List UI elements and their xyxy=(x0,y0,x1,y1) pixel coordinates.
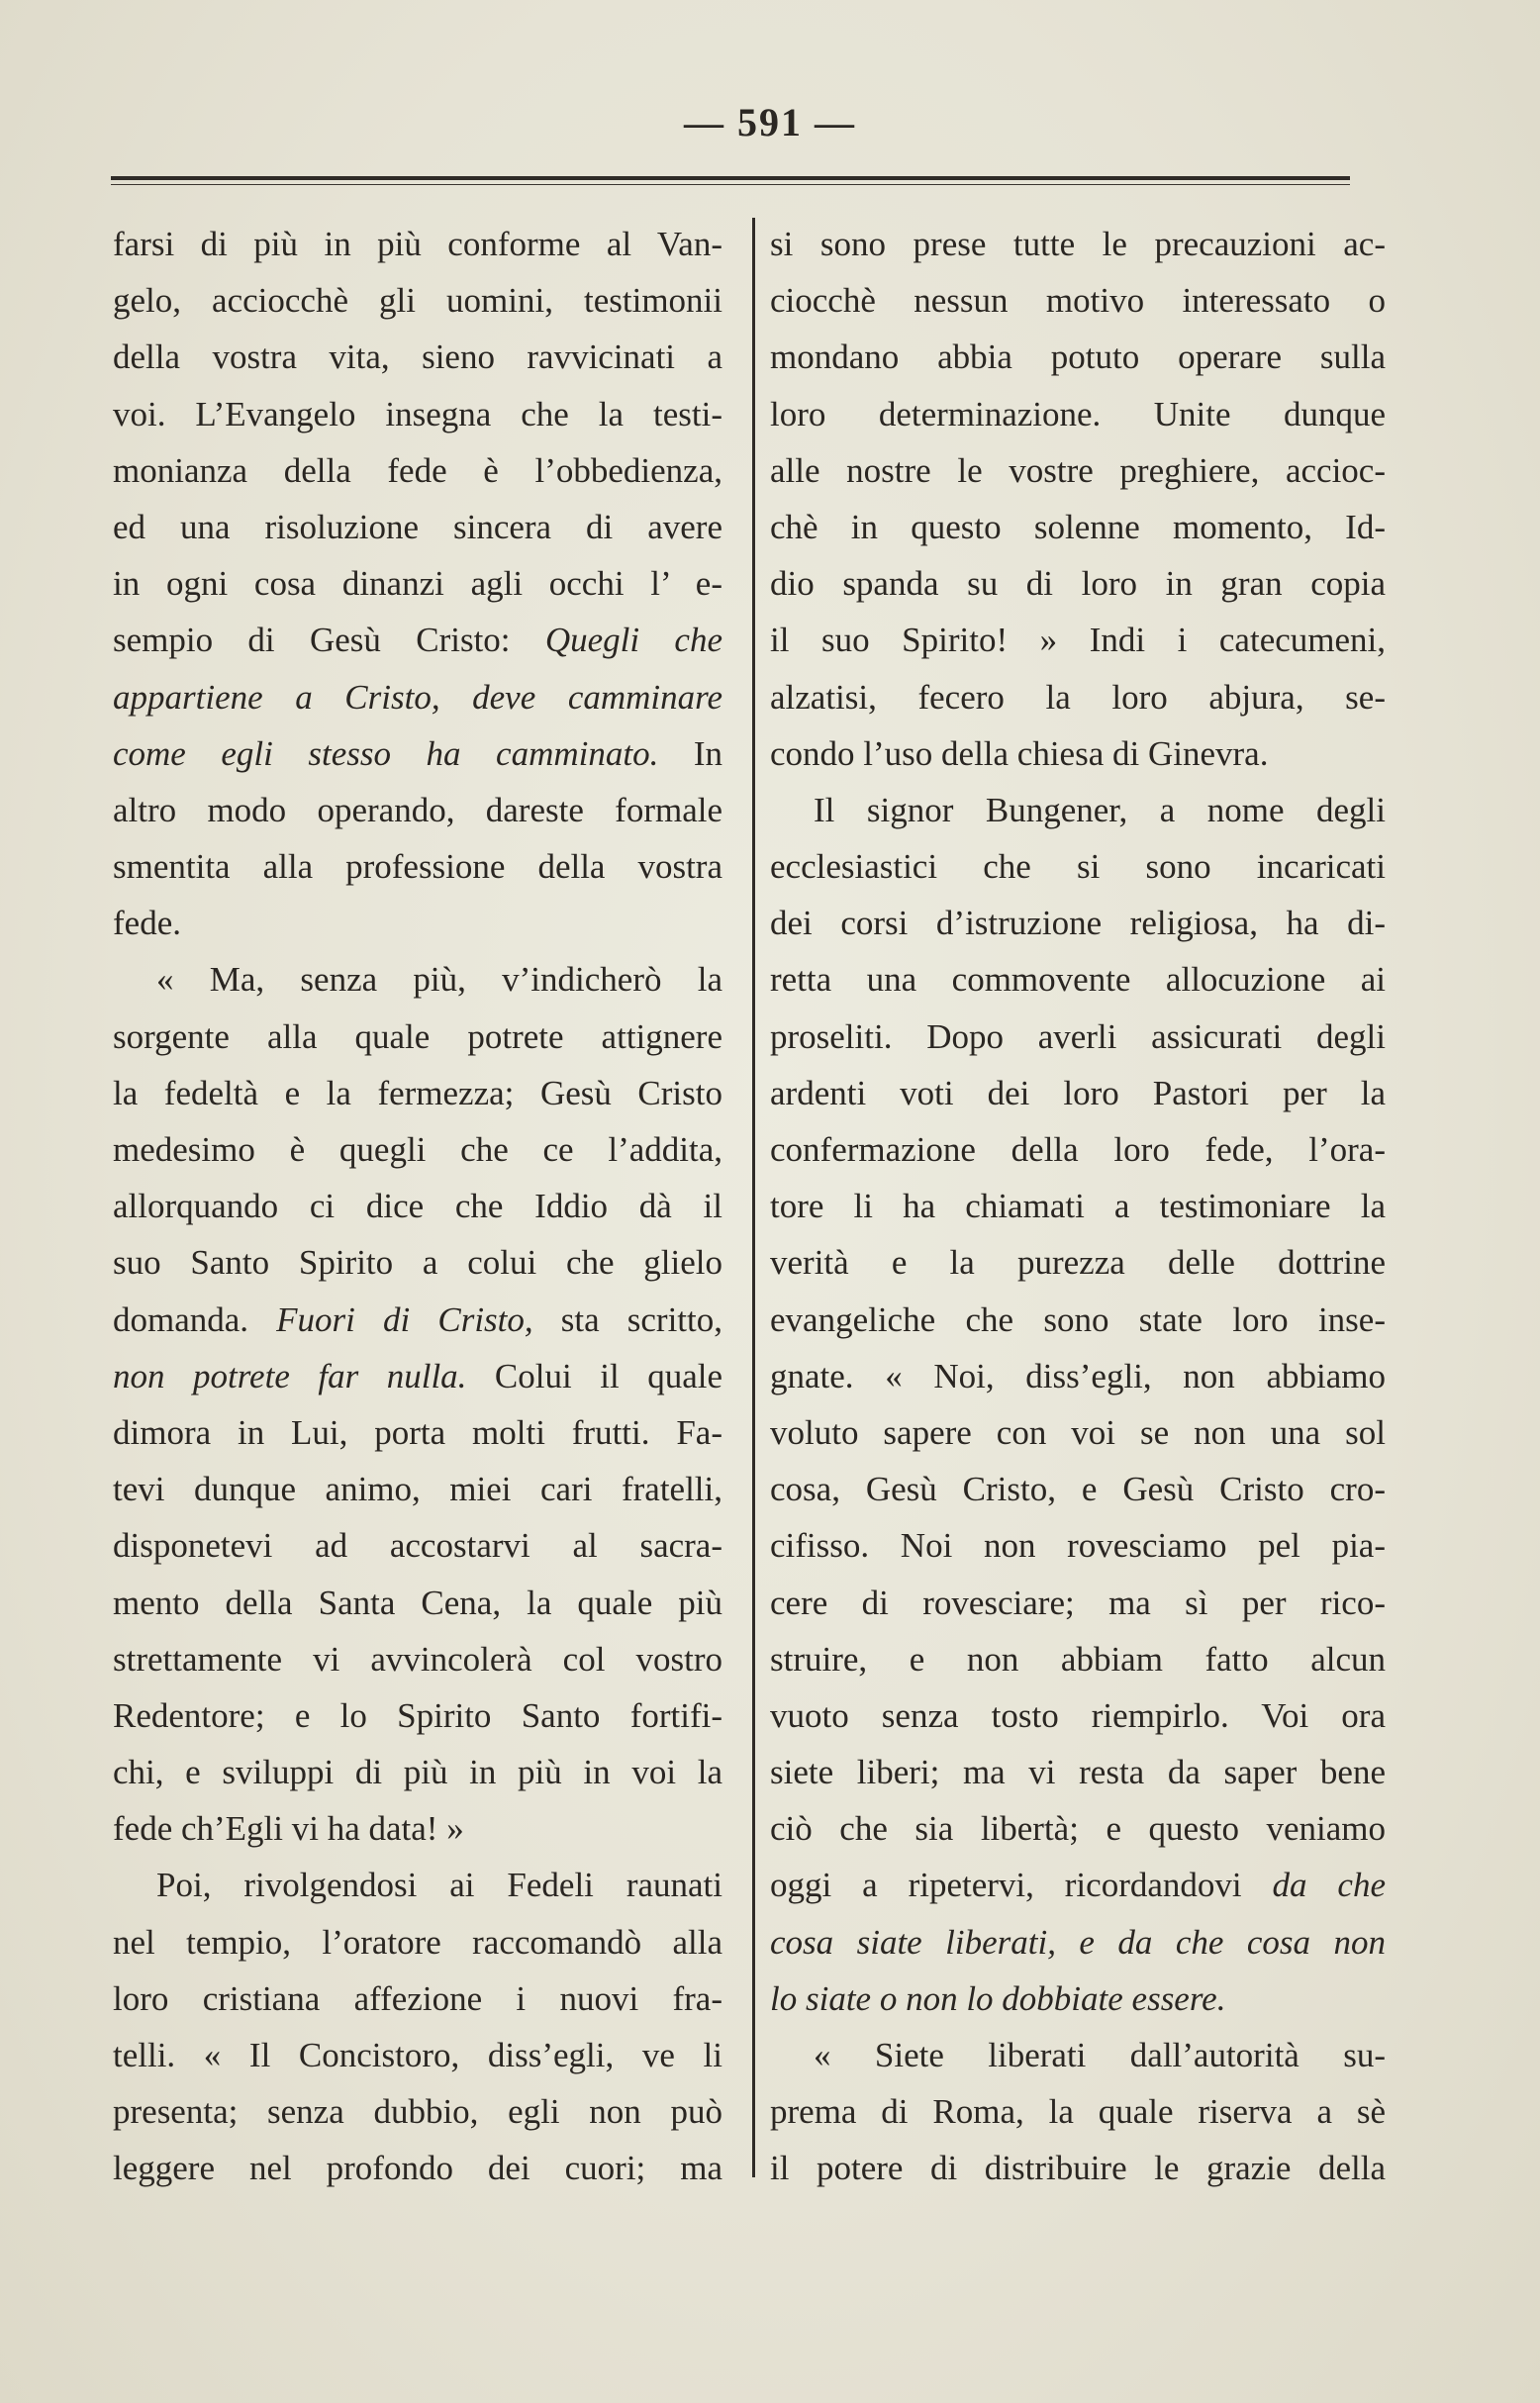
text-line: gelo, acciocchè gli uomini, testimonii xyxy=(113,281,722,321)
text-line: struire, e non abbiam fatto alcun xyxy=(770,1639,1386,1679)
text-line: dio spanda su di loro in gran copia xyxy=(770,564,1386,604)
text-line: disponetevi ad accostarvi al sacra- xyxy=(113,1526,722,1566)
text-line: in ogni cosa dinanzi agli occhi l’ e- xyxy=(113,564,722,604)
text-line: oggi a ripetervi, ricordandovi da che xyxy=(770,1866,1386,1905)
text-line: ed una risoluzione sincera di avere xyxy=(113,507,722,546)
header-rule xyxy=(111,176,1350,180)
text-line: Il signor Bungener, a nome degli xyxy=(814,790,1386,829)
text-line: sempio di Gesù Cristo: Quegli che xyxy=(113,621,722,660)
text-line: domanda. Fuori di Cristo, sta scritto, xyxy=(113,1299,723,1339)
text-line: alzatisi, fecero la loro abjura, se- xyxy=(770,677,1386,717)
text-line: « Ma, senza più, v’indicherò la xyxy=(156,960,722,1000)
text-line: tore li ha chiamati a testimoniare la xyxy=(770,1187,1386,1226)
text-line: non potrete far nulla. Colui il quale xyxy=(113,1356,722,1395)
text-line: come egli stesso ha camminato. In xyxy=(113,733,723,773)
text-line: chi, e sviluppi di più in più in voi la xyxy=(113,1753,722,1792)
text-line: proseliti. Dopo averli assicurati degli xyxy=(770,1016,1386,1056)
text-line: della vostra vita, sieno ravvicinati a xyxy=(113,337,722,377)
text-line: allorquando ci dice che Iddio dà il xyxy=(113,1187,722,1226)
text-line: appartiene a Cristo, deve camminare xyxy=(113,677,722,717)
left-text-column xyxy=(113,216,722,2197)
text-line: voi. L’Evangelo insegna che la testi- xyxy=(113,394,722,433)
text-line: dei corsi d’istruzione religiosa, ha di- xyxy=(770,904,1386,943)
text-line: strettamente vi avvincolerà col vostro xyxy=(113,1639,722,1679)
text-line: nel tempio, l’oratore raccomandò alla xyxy=(113,1922,722,1962)
text-line: loro cristiana affezione i nuovi fra- xyxy=(113,1978,722,2018)
text-line: Poi, rivolgendosi ai Fedeli raunati xyxy=(156,1866,722,1905)
text-line: fede. xyxy=(113,904,181,943)
text-line: sorgente alla quale potrete attignere xyxy=(113,1016,722,1056)
text-line: « Siete liberati dall’autorità su- xyxy=(814,2036,1386,2074)
header-rule-thin xyxy=(111,184,1350,185)
text-line: smentita alla professione della vostra xyxy=(113,847,722,887)
text-line: voluto sapere con voi se non una sol xyxy=(770,1412,1386,1452)
text-line: verità e la purezza delle dottrine xyxy=(770,1243,1386,1283)
text-line: ardenti voti dei loro Pastori per la xyxy=(770,1073,1386,1112)
text-line: monianza della fede è l’obbedienza, xyxy=(113,450,722,490)
text-line: cosa siate liberati, e da che cosa non xyxy=(770,1922,1386,1962)
text-line: mento della Santa Cena, la quale più xyxy=(113,1583,722,1622)
text-line: loro determinazione. Unite dunque xyxy=(770,394,1386,433)
text-line: confermazione della loro fede, l’ora- xyxy=(770,1130,1386,1169)
text-line: chè in questo solenne momento, Id- xyxy=(770,507,1386,546)
text-line: il potere di distribuire le grazie della xyxy=(770,2149,1386,2188)
column-divider xyxy=(752,218,755,2177)
text-line: leggere nel profondo dei cuori; ma xyxy=(113,2149,722,2188)
text-line: prema di Roma, la quale riserva a sè xyxy=(770,2092,1386,2132)
text-line: si sono prese tutte le precauzioni ac- xyxy=(770,225,1386,263)
text-line: ciocchè nessun motivo interessato o xyxy=(770,281,1386,321)
text-line: fede ch’Egli vi ha data! » xyxy=(113,1809,464,1849)
text-line: ciò che sia libertà; e questo veniamo xyxy=(770,1809,1386,1849)
text-line: cere di rovesciare; ma sì per rico- xyxy=(770,1583,1386,1622)
text-line: ecclesiastici che si sono incaricati xyxy=(770,847,1386,887)
text-line: siete liberi; ma vi resta da saper bene xyxy=(770,1753,1386,1792)
text-line: medesimo è quegli che ce l’addita, xyxy=(113,1130,722,1169)
text-line: cifisso. Noi non rovesciamo pel pia- xyxy=(770,1526,1386,1566)
text-line: presenta; senza dubbio, egli non può xyxy=(113,2092,722,2132)
text-line: il suo Spirito! » Indi i catecumeni, xyxy=(770,621,1386,660)
text-line: evangeliche che sono state loro inse- xyxy=(770,1299,1386,1339)
text-line: dimora in Lui, porta molti frutti. Fa- xyxy=(113,1412,722,1452)
page-number: — 591 — xyxy=(684,100,856,144)
text-line: vuoto senza tosto riempirlo. Voi ora xyxy=(770,1695,1386,1735)
text-line: retta una commovente allocuzione ai xyxy=(770,960,1386,1000)
text-line: altro modo operando, dareste formale xyxy=(113,790,722,829)
text-line: alle nostre le vostre preghiere, accioc- xyxy=(770,450,1386,490)
right-text-column xyxy=(770,216,1386,2197)
text-line: Redentore; e lo Spirito Santo fortifi- xyxy=(113,1695,722,1735)
text-line: farsi di più in più conforme al Van- xyxy=(113,225,722,263)
text-line: cosa, Gesù Cristo, e Gesù Cristo cro- xyxy=(770,1470,1386,1509)
text-line: mondano abbia potuto operare sulla xyxy=(770,337,1386,377)
text-line: condo l’uso della chiesa di Ginevra. xyxy=(770,733,1269,773)
text-line: telli. « Il Concistoro, diss’egli, ve li xyxy=(113,2036,722,2074)
text-line: gnate. « Noi, diss’egli, non abbiamo xyxy=(770,1356,1386,1395)
text-line: lo siate o non lo dobbiate essere. xyxy=(770,1978,1226,2018)
text-line: la fedeltà e la fermezza; Gesù Cristo xyxy=(113,1073,722,1112)
text-line: suo Santo Spirito a colui che glielo xyxy=(113,1243,722,1283)
text-line: tevi dunque animo, miei cari fratelli, xyxy=(113,1470,722,1509)
